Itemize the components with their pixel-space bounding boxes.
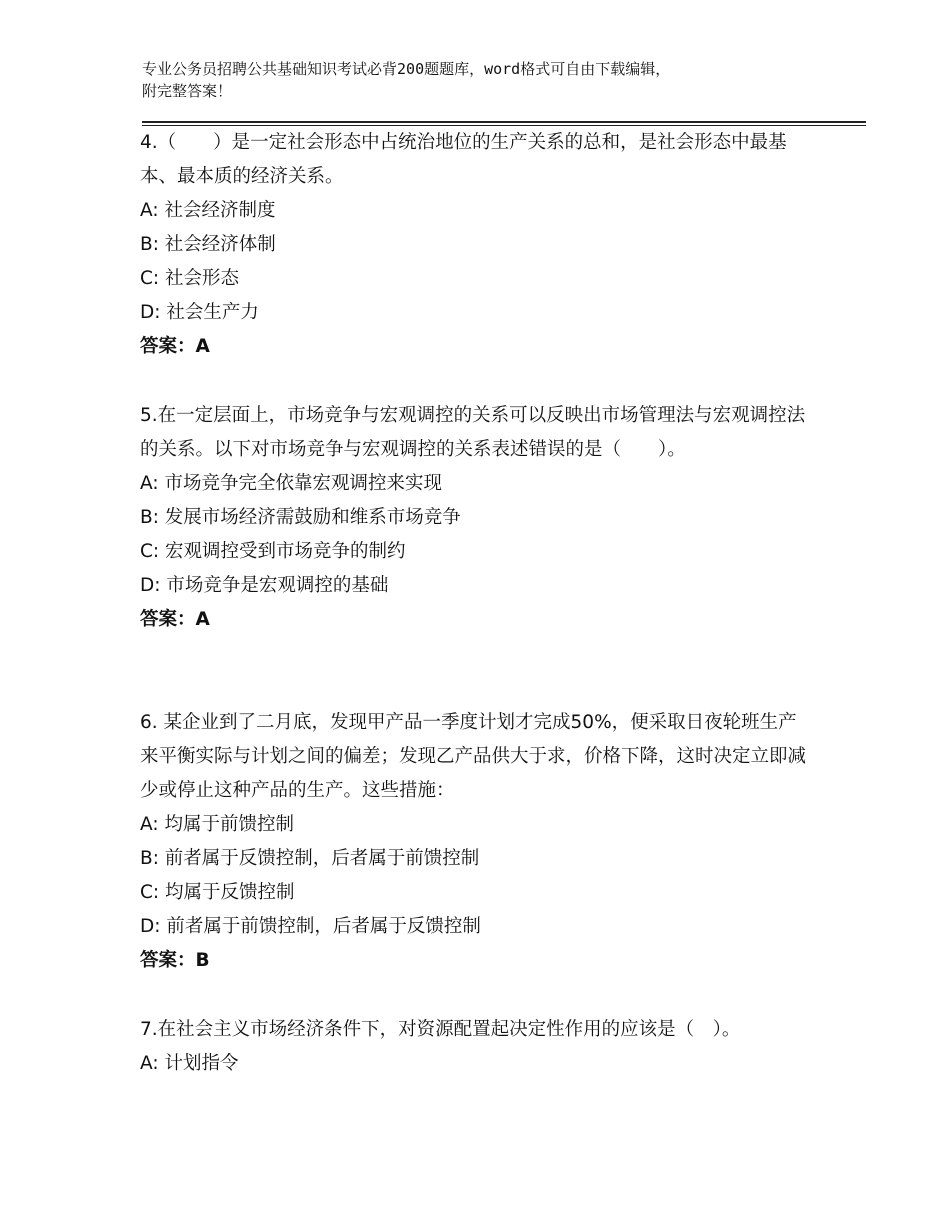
question-stem: 6. 某企业到了二月底，发现甲产品一季度计划才完成50%，便采取日夜轮班生产来平衡实际与计划之间的偏差；发现乙产品供大于求，价格下降，这时决定立即减少或停止这种产品的生产。这些措施： (140, 712, 807, 801)
option-a: A: 市场竞争完全依靠宏观调控来实现 (140, 473, 442, 494)
document-header (142, 58, 802, 102)
option-d: D: 社会生产力 (140, 302, 259, 323)
answer: 答案：B (140, 950, 210, 971)
question-5 (140, 399, 810, 637)
question-4 (140, 126, 810, 364)
question-stem: 5.在一定层面上，市场竞争与宏观调控的关系可以反映出市场管理法与宏观调控法的关系。以下对市场竞争与宏观调控的关系表述错误的是（ ）。 (140, 405, 806, 460)
question-stem: 7.在社会主义市场经济条件下，对资源配置起决定性作用的应该是（ ）。 (140, 1019, 741, 1040)
option-a: A: 均属于前馈控制 (140, 814, 294, 835)
option-b: B: 前者属于反馈控制，后者属于前馈控制 (140, 848, 480, 869)
answer: 答案：A (140, 609, 210, 630)
header-line-2: 附完整答案！ (142, 82, 233, 100)
question-7 (140, 1013, 810, 1081)
answer: 答案：A (140, 336, 210, 357)
question-stem: 4.（ ）是一定社会形态中占统治地位的生产关系的总和，是社会形态中最基本、最本质的经济关系。 (140, 132, 787, 187)
option-b: B: 社会经济体制 (140, 234, 276, 255)
option-b: B: 发展市场经济需鼓励和维系市场竞争 (140, 507, 461, 528)
option-c: C: 社会形态 (140, 268, 240, 289)
option-a: A: 计划指令 (140, 1053, 239, 1074)
option-c: C: 均属于反馈控制 (140, 882, 295, 903)
header-line-1: 专业公务员招聘公共基础知识考试必背200题题库，word格式可自由下载编辑， (142, 60, 671, 78)
option-c: C: 宏观调控受到市场竞争的制约 (140, 541, 406, 562)
option-d: D: 前者属于前馈控制，后者属于反馈控制 (140, 916, 481, 937)
option-d: D: 市场竞争是宏观调控的基础 (140, 575, 389, 596)
option-a: A: 社会经济制度 (140, 200, 276, 221)
header-divider-thick (142, 121, 866, 123)
question-6 (140, 706, 810, 978)
